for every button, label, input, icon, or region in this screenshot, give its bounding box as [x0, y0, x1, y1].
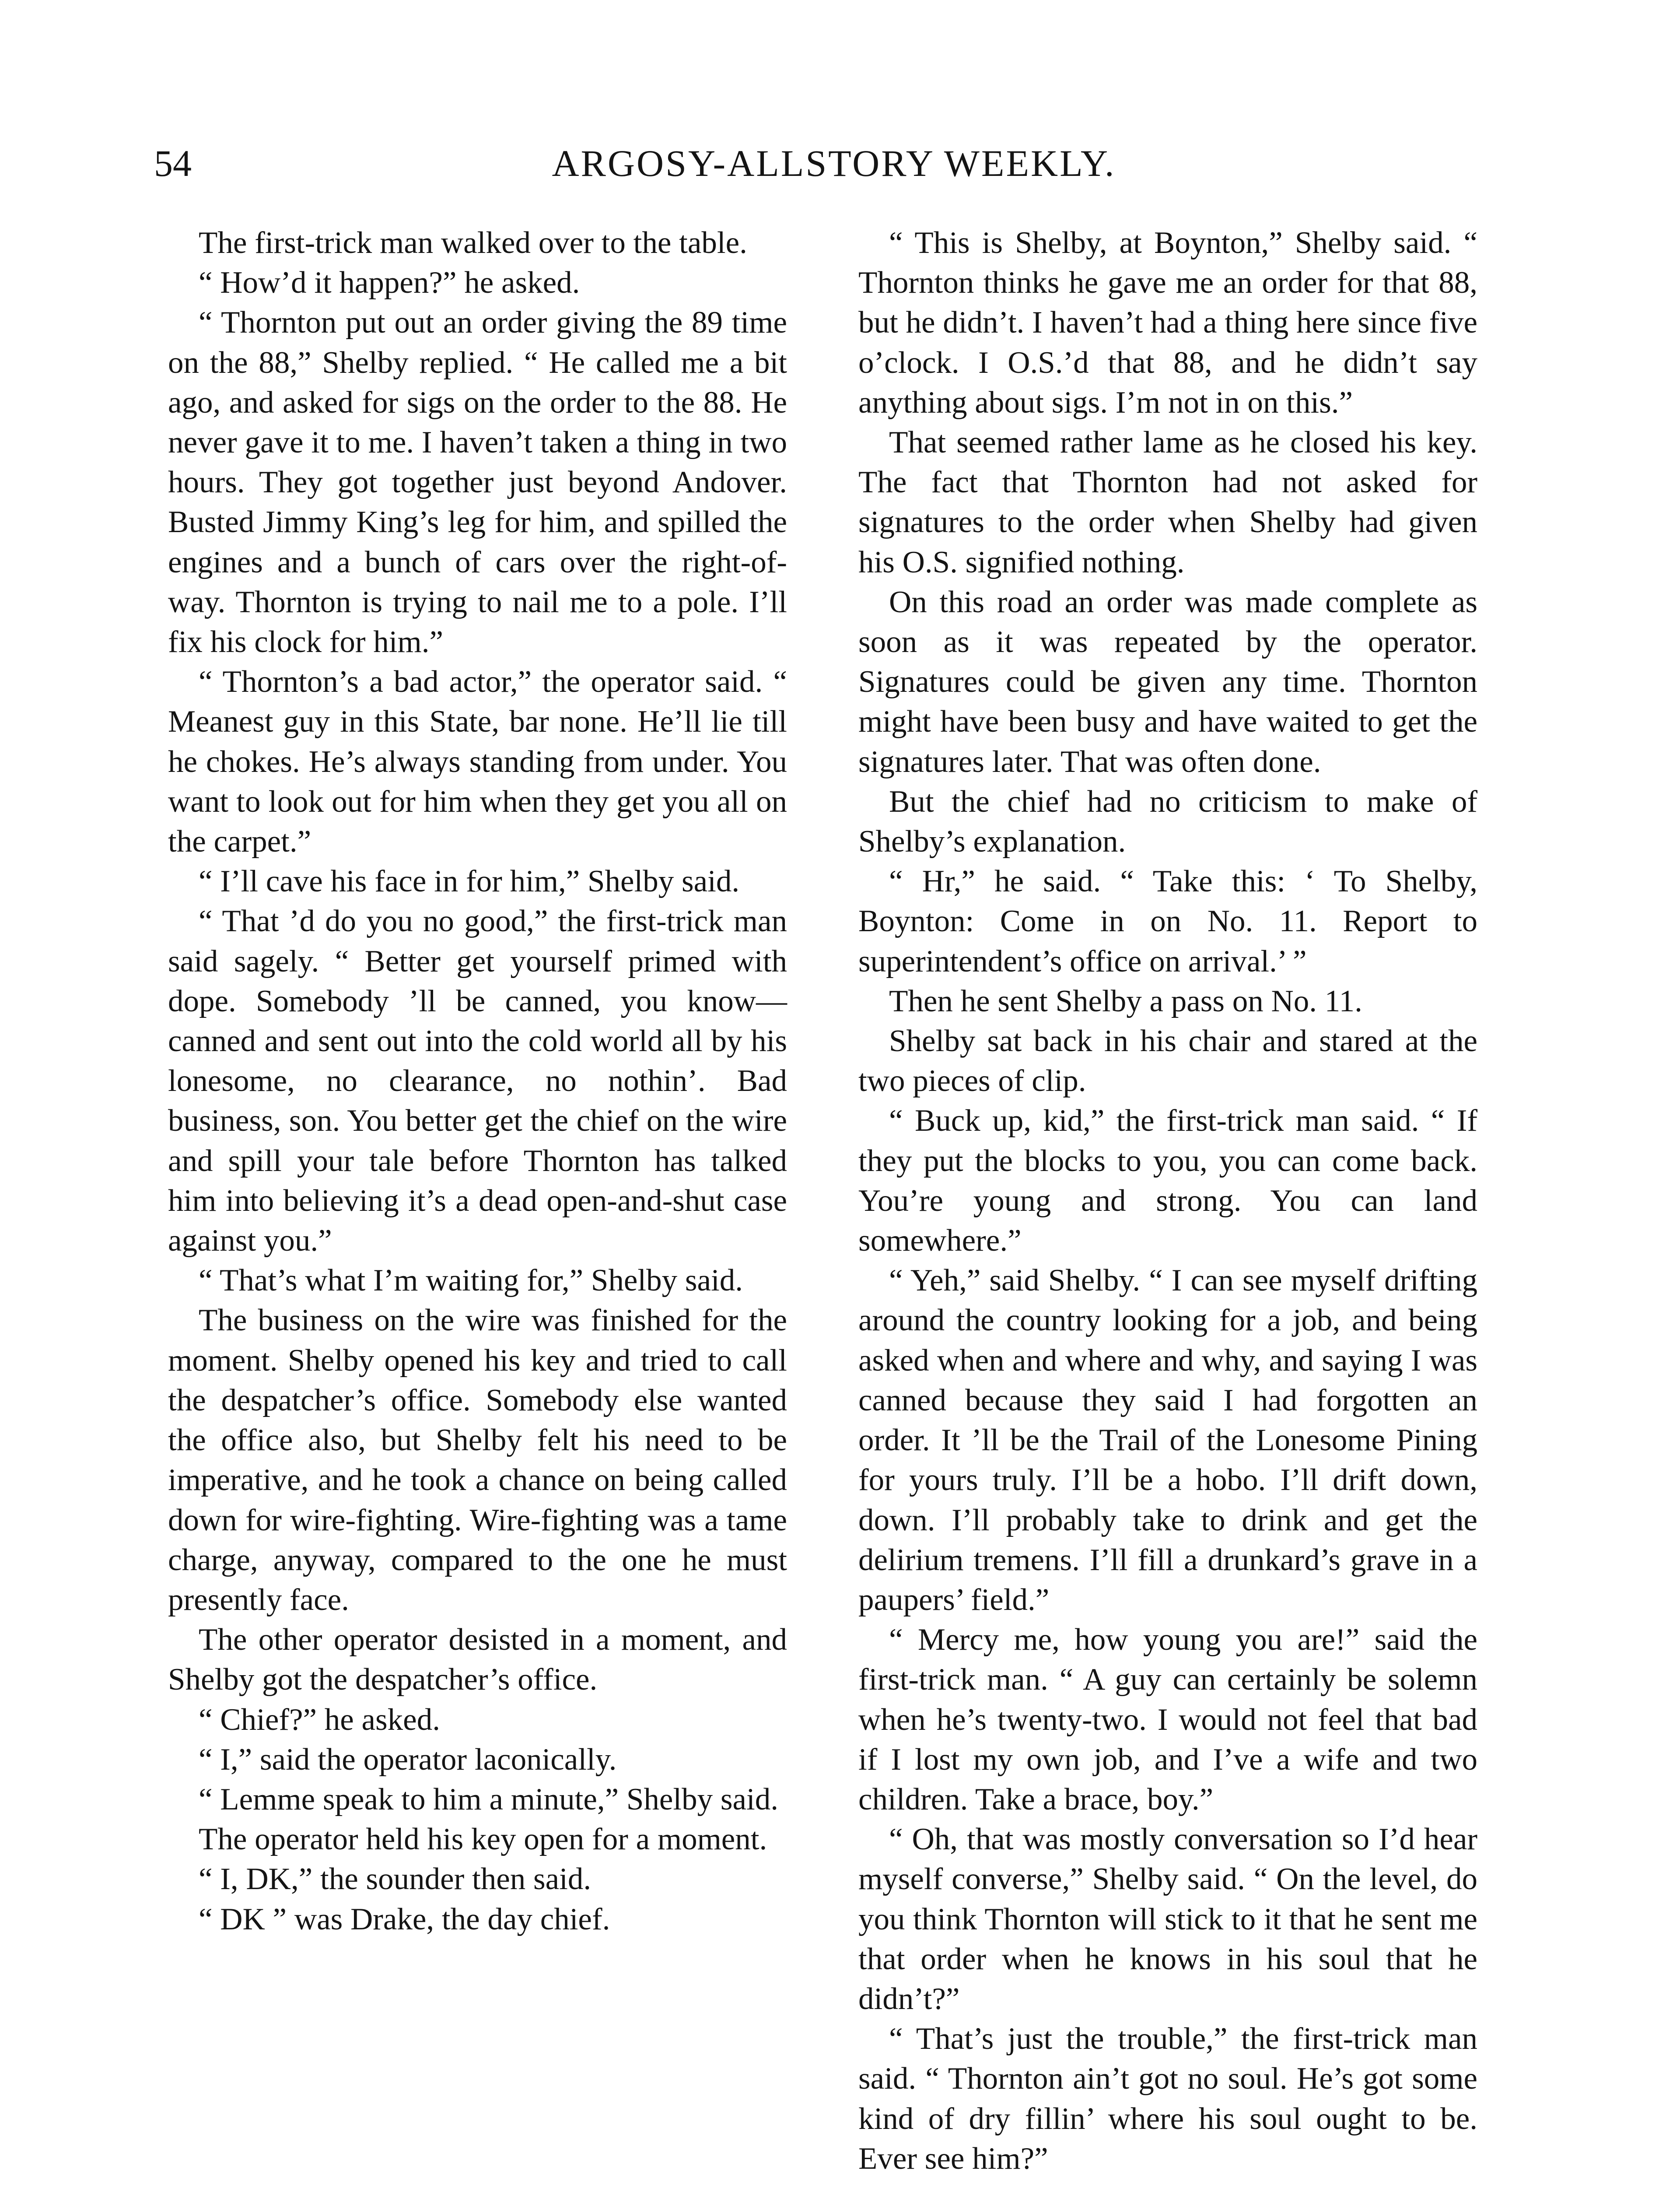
- paragraph: “ I’ll cave his face in for him,” Shelby said.: [199, 864, 740, 899]
- paragraph: “ I, DK,” the sounder then said.: [199, 1862, 592, 1897]
- paragraph: “ That ’d do you no good,” the first-trick man said sagely. “ Better get yourself primed with dope. Somebody ’ll be canned, you know—canned and sent out into the cold world all by his lonesome, no clearance, no nothin’. Bad business, son. You better get the chief on the wire and spill your tale before Thornton has talked him into believing it’s a dead open-and-shut case against you.”: [168, 904, 787, 1258]
- paragraph: Then he sent Shelby a pass on No. 11.: [889, 984, 1362, 1018]
- left-column: [168, 223, 787, 1939]
- paragraph: On this road an order was made complete as soon as it was repeated by the operator. Signatures could be given any time. Thornton might have been busy and have waited to get the signatures later. That was often done.: [858, 585, 1477, 779]
- page-number: 54: [154, 142, 192, 184]
- paragraph: “ Thornton put out an order giving the 89 time on the 88,” Shelby replied. “ He called me a bit ago, and asked for sigs on the order to the 88. He never gave it to me. I haven’t taken a thing in two hours. They got together just beyond Andover. Busted Jimmy King’s leg for him, and spilled the engines and a bunch of cars over the right-of-way. Thornton is trying to nail me to a pole. I’ll fix his clock for him.”: [168, 305, 787, 659]
- paragraph: “ Oh, that was mostly conversation so I’d hear myself converse,” Shelby said. “ On the level, do you think Thornton will stick to it that he sent me that order when he knows in his soul that he didn’t?”: [858, 1822, 1477, 2016]
- paragraph: The first-trick man walked over to the table.: [199, 226, 747, 260]
- paragraph: “ That’s just the trouble,” the first-trick man said. “ Thornton ain’t got no soul. He’s got some kind of dry fillin’ where his soul ought to be. Ever see him?”: [858, 2022, 1477, 2176]
- paragraph: Shelby sat back in his chair and stared at the two pieces of clip.: [858, 1024, 1477, 1098]
- right-column: [858, 223, 1477, 2179]
- paragraph: That seemed rather lame as he closed his key. The fact that Thornton had not asked for signatures to the order when Shelby had given his O.S. signified nothing.: [858, 425, 1477, 579]
- paragraph: “ How’d it happen?” he asked.: [199, 266, 580, 300]
- running-head: ARGOSY-ALLSTORY WEEKLY.: [552, 142, 1116, 184]
- paragraph: “ DK ” was Drake, the day chief.: [199, 1902, 610, 1936]
- paragraph: “ I,” said the operator laconically.: [199, 1742, 617, 1777]
- paragraph: “ Hr,” he said. “ Take this: ‘ To Shelby, Boynton: Come in on No. 11. Report to superintendent’s office on arrival.’ ”: [858, 864, 1477, 978]
- paragraph: “ Buck up, kid,” the first-trick man said. “ If they put the blocks to you, you can come back. You’re young and strong. You can land somewhere.”: [858, 1104, 1477, 1258]
- paragraph: “ Thornton’s a bad actor,” the operator said. “ Meanest guy in this State, bar none. He’ll lie till he chokes. He’s always standing from under. You want to look out for him when they get you all on the carpet.”: [168, 665, 787, 859]
- paragraph: The other operator desisted in a moment, and Shelby got the despatcher’s office.: [168, 1623, 787, 1697]
- paragraph: “ Mercy me, how young you are!” said the first-trick man. “ A guy can certainly be solemn when he’s twenty-two. I would not feel that bad if I lost my own job, and I’ve a wife and two children. Take a brace, boy.”: [858, 1623, 1477, 1816]
- paragraph: “ Yeh,” said Shelby. “ I can see myself drifting around the country looking for a job, and being asked when and where and why, and saying I was canned because they said I had forgotten an order. It ’ll be the Trail of the Lonesome Pining for yours truly. I’ll be a hobo. I’ll drift down, down. I’ll probably take to drink and get the delirium tremens. I’ll fill a drunkard’s grave in a paupers’ field.”: [858, 1263, 1477, 1617]
- paragraph: But the chief had no criticism to make of Shelby’s explanation.: [858, 784, 1477, 859]
- paragraph: “ Chief?” he asked.: [199, 1702, 440, 1737]
- paragraph: “ This is Shelby, at Boynton,” Shelby said. “ Thornton thinks he gave me an order for that 88, but he didn’t. I haven’t had a thing here since five o’clock. I O.S.’d that 88, and he didn’t say anything about sigs. I’m not in on this.”: [858, 226, 1477, 420]
- paragraph: “ Lemme speak to him a minute,” Shelby said.: [199, 1782, 779, 1816]
- paragraph: The business on the wire was finished for the moment. Shelby opened his key and tried to call the despatcher’s office. Somebody else wanted the office also, but Shelby felt his need to be imperative, and he took a chance on being called down for wire-fighting. Wire-fighting was a tame charge, anyway, compared to the one he must presently face.: [168, 1303, 787, 1617]
- paragraph: The operator held his key open for a moment.: [199, 1822, 767, 1857]
- paragraph: “ That’s what I’m waiting for,” Shelby said.: [199, 1263, 743, 1298]
- page-header: [154, 144, 1514, 206]
